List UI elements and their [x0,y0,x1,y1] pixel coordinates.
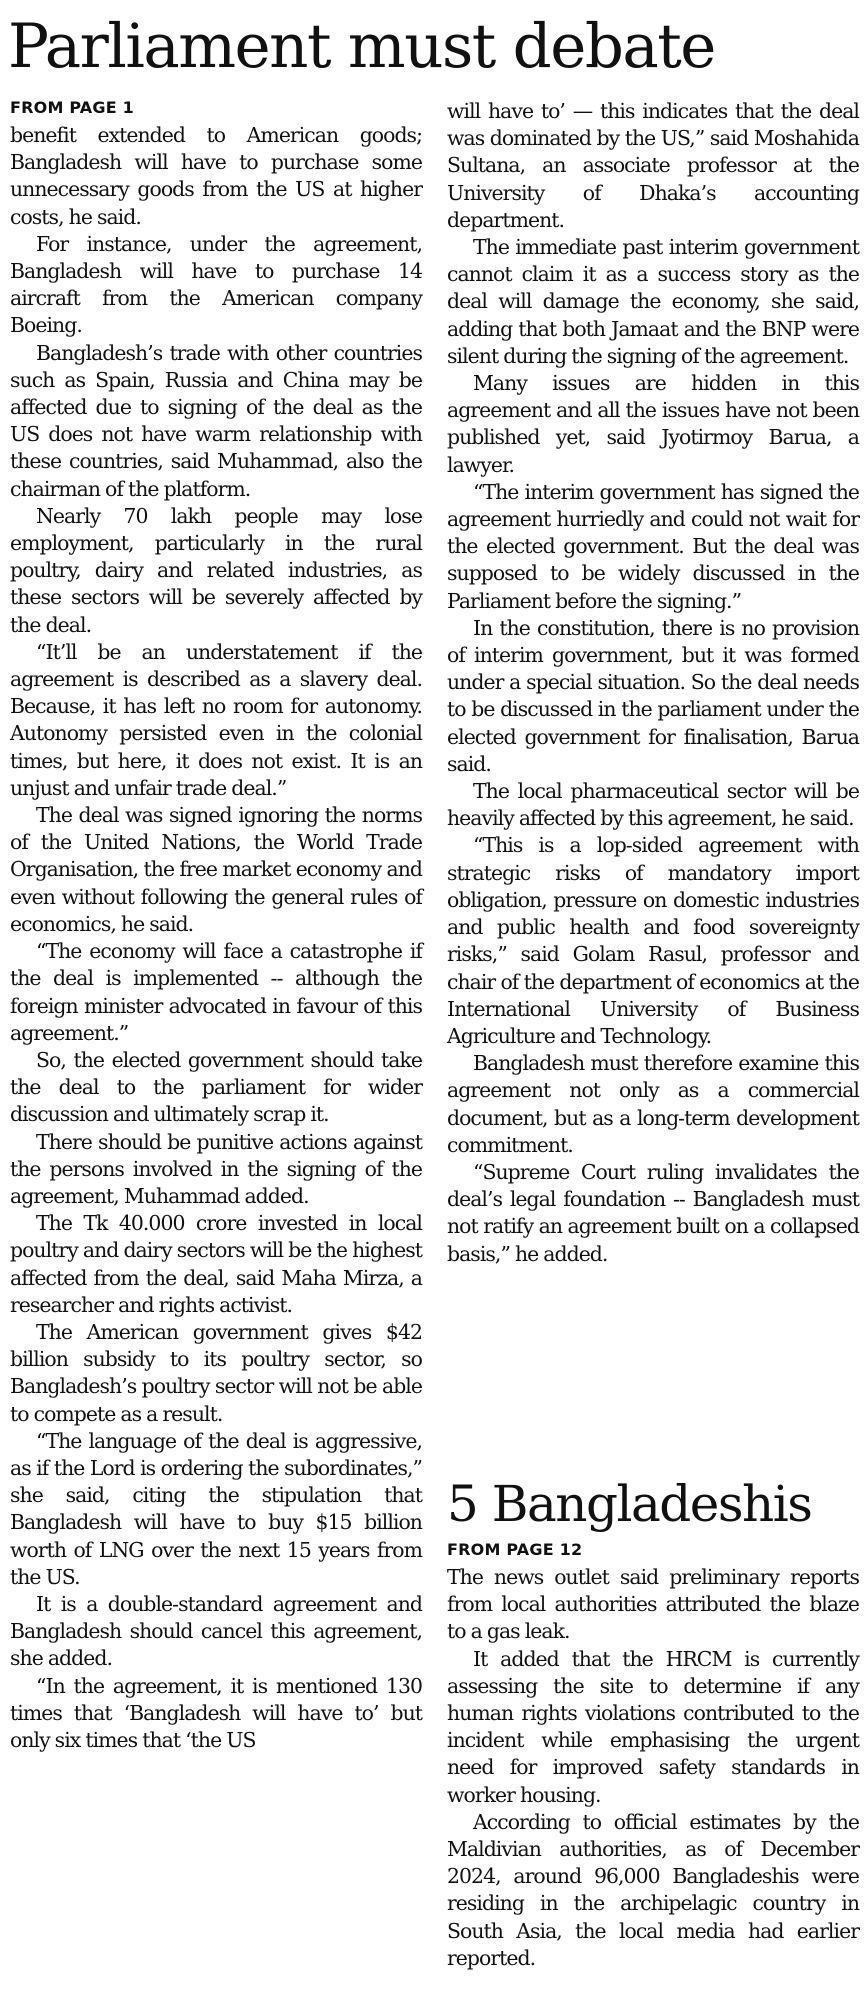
paragraph: Nearly 70 lakh people may lose employment, particularly in the rural poultry, dairy and related industries, as these sectors will be severely affected by the deal. [10,503,422,637]
paragraph: “Supreme Court ruling invalidates the deal’s legal foundation -- Bangladesh must not ratify an agreement built on a collapsed basis,” he added. [447,1159,859,1266]
jump-line-from-page-1: FROM PAGE 1 [10,98,134,117]
paragraph: Bangladesh must therefore examine this agreement not only as a commercial document, but as a long-term development commitment. [447,1051,859,1157]
paragraph: The Tk 40.000 crore invested in local poultry and dairy sectors will be the highest affected from the deal, said Maha Mirza, a researcher and rights activist. [10,1211,422,1317]
jump-line-from-page-12: FROM PAGE 12 [447,1540,583,1559]
paragraph: The deal was signed ignoring the norms of the United Nations, the World Trade Organisation, the free market economy and even without following the general rules of economics, he said. [10,803,422,936]
paragraph: “The interim government has signed the agreement hurriedly and could not wait for the elected government. But the deal was supposed to be widely discussed in the Parliament before the signing.” [447,479,859,613]
article-column-left [10,96,422,1754]
paragraph: The local pharmaceutical sector will be heavily affected by this agreement, he said. [447,779,859,831]
paragraph: The news outlet said preliminary reports from local authorities attributed the blaze to a gas leak. [447,1565,859,1644]
article-5-bangladeshis [447,1472,859,1972]
paragraph: There should be punitive actions against the persons involved in the signing of the agreement, Muhammad added. [10,1129,422,1208]
paragraph: The immediate past interim government cannot claim it as a success story as the deal will damage the economy, she said, adding that both Jamaat and the BNP were silent during the signing of the agreement. [447,235,859,368]
paragraph: “The economy will face a catastrophe if the deal is implemented -- although the foreign minister advocated in favour of this agreement.” [10,939,422,1045]
paragraph: “This is a lop-sided agreement with strategic risks of mandatory import obligation, pressure on domestic industries and public health and food sovereignty risks,” said Golam Rasul, professor and chair of the department of economics at the International University of Business Agriculture and Technology. [447,833,859,1048]
paragraph: “The language of the deal is aggressive, as if the Lord is ordering the subordinates,” she said, citing the stipulation that Bangladesh will have to buy $15 billion worth of LNG over the next 15 years from the US. [10,1428,422,1589]
paragraph: “It’ll be an understatement if the agreement is described as a slavery deal. Because, it has left no room for autonomy. Autonomy persisted even in the colonial times, but here, it does not exist. It is an unjust and unfair trade deal.” [10,639,422,800]
paragraph: benefit extended to American goods; Bangladesh will have to purchase some unnecessary goods from the US at higher costs, he said. [10,123,422,229]
paragraph: According to official estimates by the Maldivian authorities, as of December 2024, around 96,000 Bangladeshis were residing in the archipelagic country in South Asia, the local media had earlier reported. [447,1809,859,1970]
paragraph: It added that the HRCM is currently assessing the site to determine if any human rights violations contributed to the incident while emphasising the urgent need for improved safety standards in worker housing. [447,1646,859,1807]
article-column-right [447,98,859,1268]
article-headline-5-bangladeshis: 5 Bangladeshis [447,1475,812,1533]
paragraph: It is a double-standard agreement and Bangladesh should cancel this agreement, she added. [10,1591,422,1671]
article-headline-parliament: Parliament must debate [8,11,715,82]
paragraph: The American government gives $42 billion subsidy to its poultry sector, so Bangladesh’s poultry sector will not be able to compete as a result. [10,1319,422,1426]
paragraph: In the constitution, there is no provision of interim government, but it was formed under a special situation. So the deal needs to be discussed in the parliament under the elected government for finalisation, Barua said. [447,615,859,776]
paragraph: For instance, under the agreement, Bangladesh will have to purchase 14 aircraft from the American company Boeing. [10,231,422,338]
paragraph: Bangladesh’s trade with other countries such as Spain, Russia and China may be affected due to signing of the deal as the US does not have warm relationship with these countries, said Muhammad, also the chairman of the platform. [10,340,422,501]
paragraph: Many issues are hidden in this agreement and all the issues have not been published yet, said Jyotirmoy Barua, a lawyer. [447,371,859,477]
paragraph: “In the agreement, it is mentioned 130 times that ‘Bangladesh will have to’ but only six times that ‘the US [10,1673,422,1752]
paragraph: So, the elected government should take the deal to the parliament for wider discussion and ultimately scrap it. [10,1047,422,1127]
paragraph: will have to’ — this indicates that the deal was dominated by the US,” said Moshahida Sultana, an associate professor at the University of Dhaka’s accounting department. [447,99,859,232]
